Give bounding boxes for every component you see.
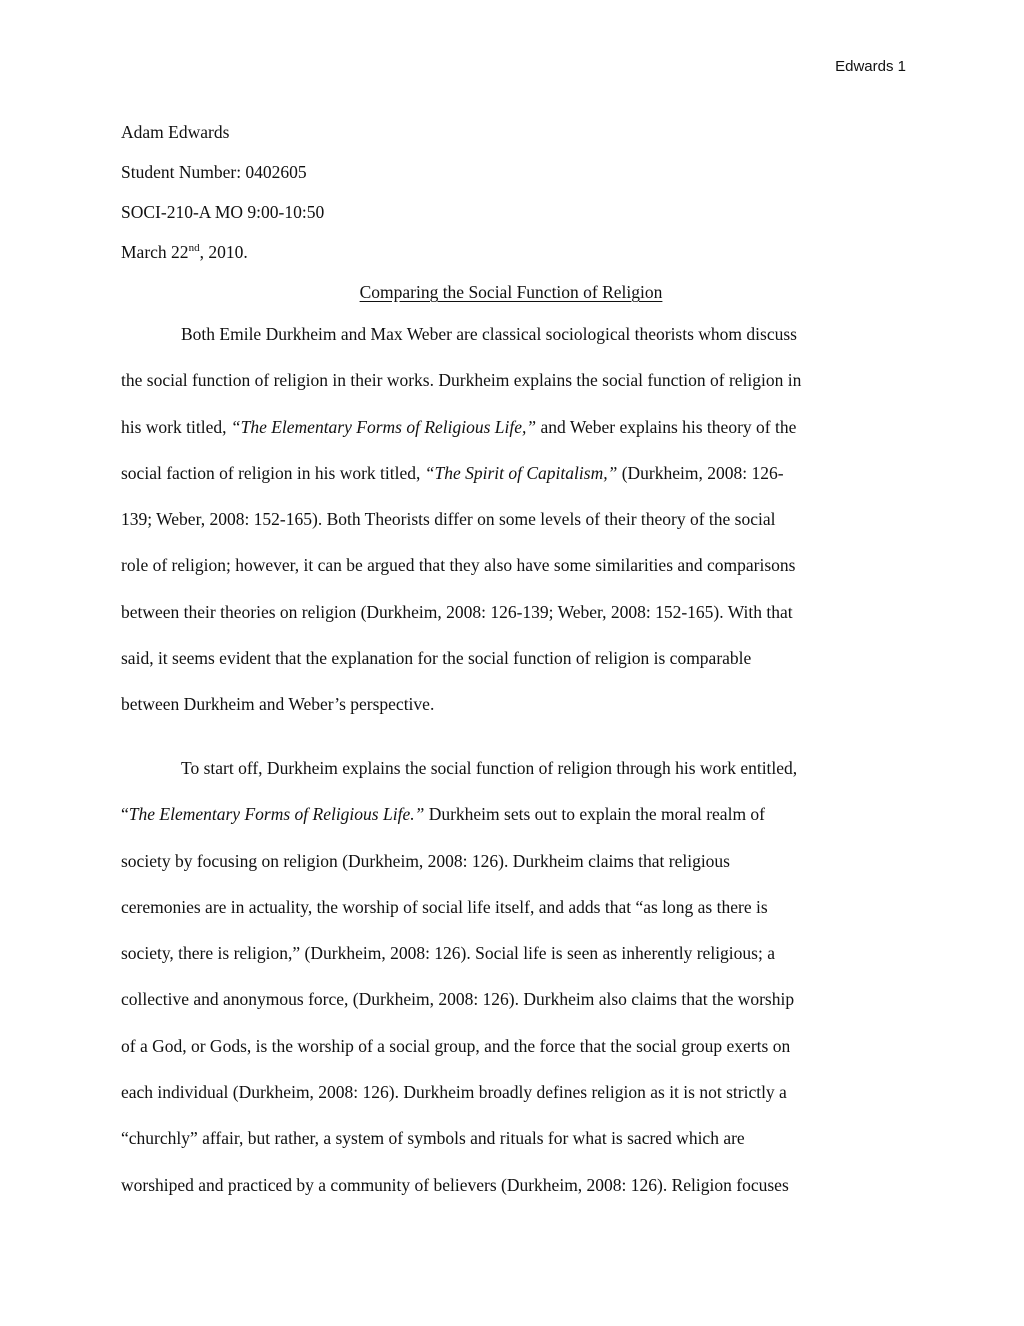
paragraph-line: To start off, Durkheim explains the social function of religion through his work entitled, (181, 758, 798, 778)
paragraph-line: society, there is religion,” (Durkheim, 2008: 126). Social life is seen as inherently religious; a (121, 943, 775, 964)
date-prefix: March 22 (121, 242, 189, 262)
running-head-page-number: Edwards 1 (835, 58, 906, 75)
italic-work-title: “The Spirit of Capitalism,” (424, 462, 618, 483)
paragraph-line: “churchly” affair, but rather, a system of symbols and rituals for what is sacred which are (121, 1128, 745, 1149)
essay-title: Comparing the Social Function of Religion (359, 282, 663, 302)
italic-work-title: The Elementary Forms of Religious Life.” (128, 804, 425, 825)
paragraph-line: between their theories on religion (Durkheim, 2008: 126-139; Weber, 2008: 152-165). With that (121, 601, 793, 622)
paragraph-line: the social function of religion in their works. Durkheim explains the social function of religion in (121, 370, 802, 391)
paragraph-line: role of religion; however, it can be argued that they also have some similarities and comparisons (121, 555, 796, 576)
paragraph-line: society by focusing on religion (Durkheim, 2008: 126). Durkheim claims that religious (121, 850, 730, 871)
date-suffix: , 2010. (199, 242, 248, 262)
text-run: (Durkheim, 2008: 126- (617, 462, 784, 483)
paragraph-line: said, it seems evident that the explanation for the social function of religion is comparable (121, 648, 752, 669)
paragraph-line (121, 801, 911, 847)
paragraph-2 (121, 755, 911, 1218)
paragraph-line: 139; Weber, 2008: 152-165). Both Theorists differ on some levels of their theory of the social (121, 509, 776, 530)
paragraph-line: ceremonies are in actuality, the worship of social life itself, and adds that “as long as there is (121, 896, 768, 917)
paragraph-1 (121, 321, 911, 738)
date-ordinal-suffix: nd (188, 242, 200, 255)
student-header (121, 119, 901, 279)
text-run: Durkheim sets out to explain the moral realm of (424, 804, 766, 825)
text-run: social faction of religion in his work titled, (121, 462, 425, 483)
submission-date (121, 239, 901, 279)
paragraph-line (121, 414, 911, 460)
text-run: “ (121, 804, 129, 825)
author-name: Adam Edwards (121, 122, 230, 142)
text-run: his work titled, (121, 416, 231, 437)
paragraph-line: of a God, or Gods, is the worship of a social group, and the force that the social group exerts on (121, 1035, 791, 1056)
italic-work-title: “The Elementary Forms of Religious Life,” (230, 416, 537, 437)
text-run: and Weber explains his theory of the (536, 416, 797, 437)
paragraph-line: Both Emile Durkheim and Max Weber are classical sociological theorists whom discuss (181, 324, 797, 344)
paragraph-line: collective and anonymous force, (Durkheim, 2008: 126). Durkheim also claims that the worship (121, 989, 795, 1010)
paragraph-line: between Durkheim and Weber’s perspective. (121, 694, 435, 715)
student-number: Student Number: 0402605 (121, 162, 307, 182)
course-info: SOCI-210-A MO 9:00-10:50 (121, 202, 325, 222)
paragraph-line: worshiped and practiced by a community of believers (Durkheim, 2008: 126). Religion focuses (121, 1174, 789, 1195)
paragraph-line (121, 460, 911, 506)
paragraph-line: each individual (Durkheim, 2008: 126). Durkheim broadly defines religion as it is not strictly a (121, 1082, 787, 1103)
